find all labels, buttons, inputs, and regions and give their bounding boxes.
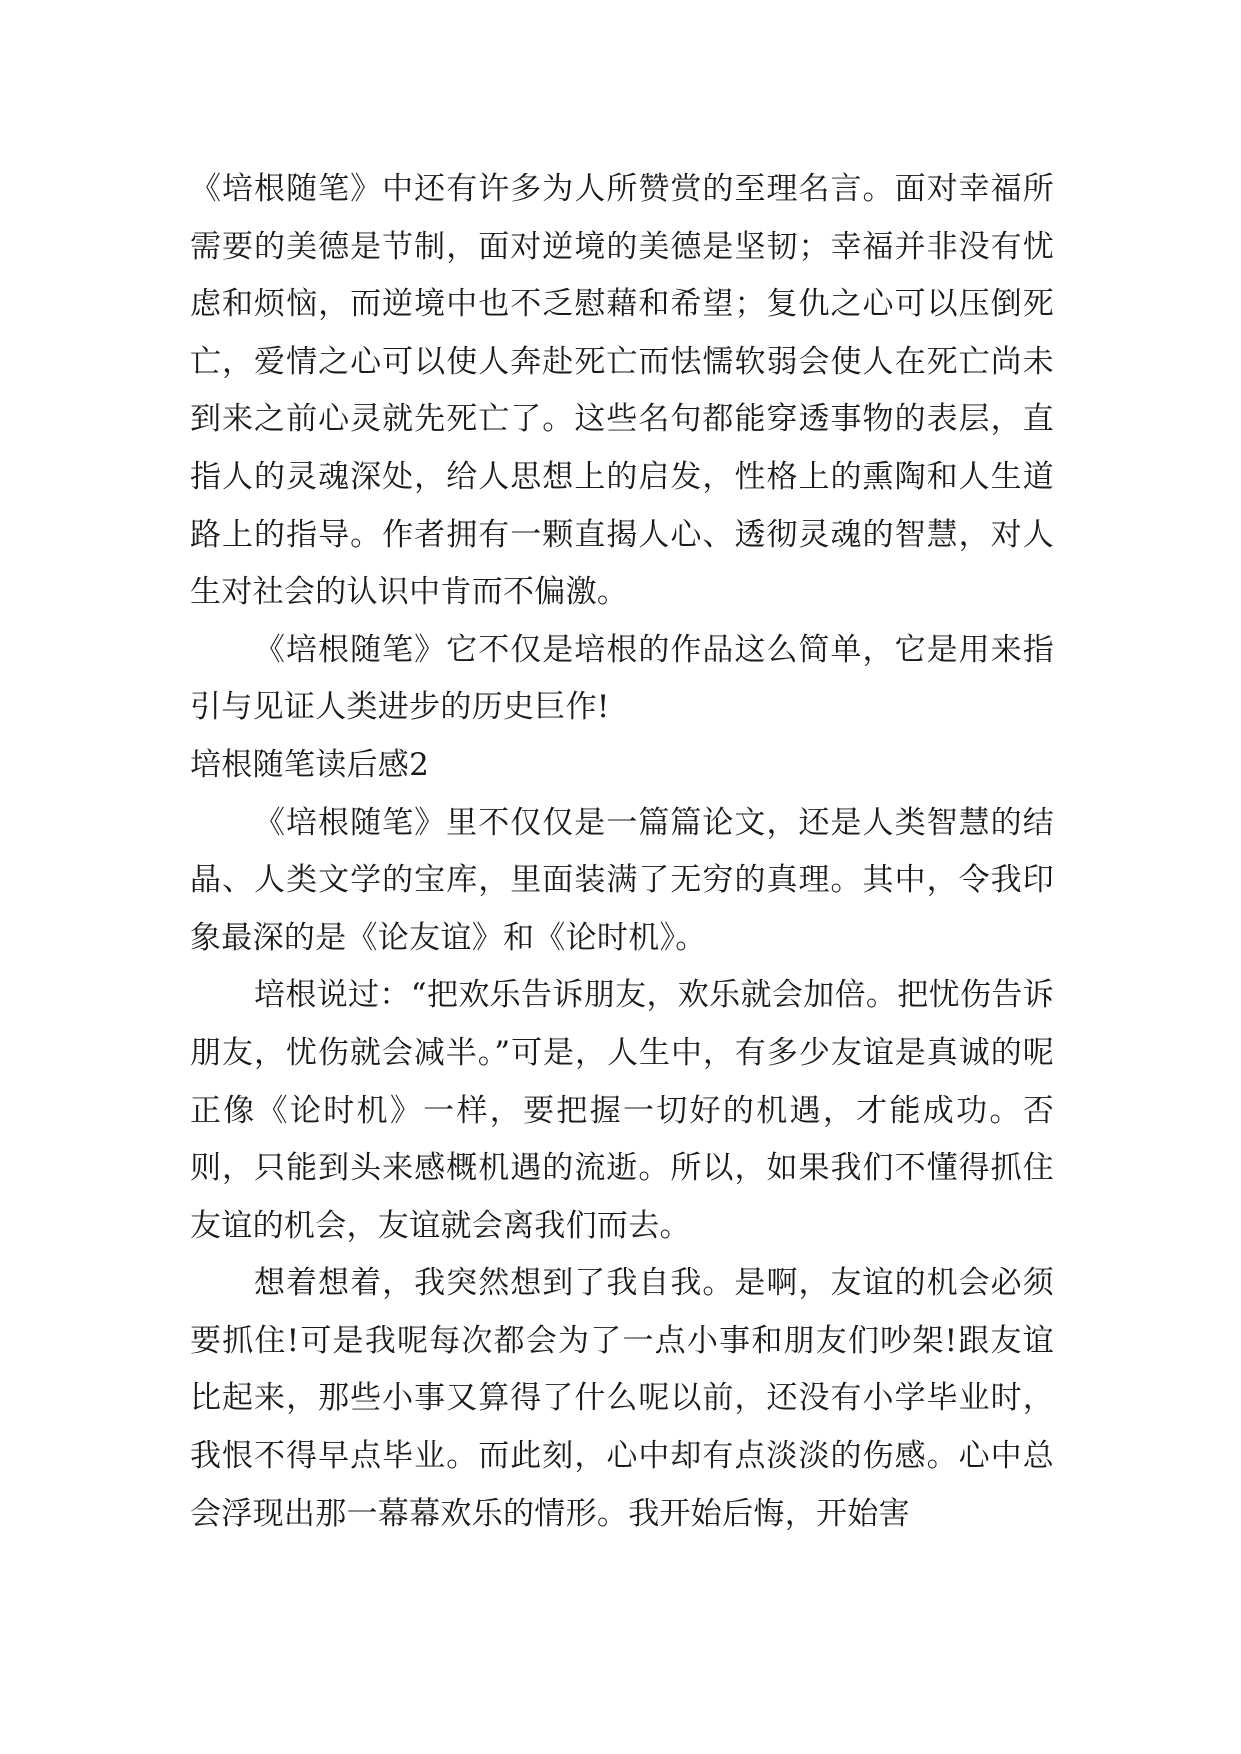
paragraph-intro: 《培根随笔》里不仅仅是一篇篇论文，还是人类智慧的结晶、人类文学的宝库，里面装满了无穷的真理。其中，令我印象最深的是《论友谊》和《论时机》。 [190, 804, 1054, 956]
paragraph-conclusion: 《培根随笔》它不仅是培根的作品这么简单，它是用来指引与见证人类进步的历史巨作! [190, 631, 1054, 726]
paragraph-reflection: 想着想着，我突然想到了我自我。是啊，友谊的机会必须要抓住!可是我呢每次都会为了一点小事和朋友们吵架!跟友谊比起来，那些小事又算得了什么呢以前，还没有小学毕业时，我恨不得早点毕业。而此刻，心中却有点淡淡的伤感。心中总会浮现出那一幕幕欢乐的情形。我开始后悔，开始害 [190, 1265, 1054, 1532]
paragraph-friendship: 培根说过：“把欢乐告诉朋友，欢乐就会加倍。把忧伤告诉朋友，忧伤就会减半。”可是，人生中，有多少友谊是真诚的呢正像《论时机》一样，要把握一切好的机遇，才能成功。否则，只能到头来感概机遇的流逝。所以，如果我们不懂得抓住友谊的机会，友谊就会离我们而去。 [190, 977, 1054, 1244]
section-heading: 培根随笔读后感2 [190, 746, 430, 783]
paragraph-quotes: 《培根随笔》中还有许多为人所赞赏的至理名言。面对幸福所需要的美德是节制，面对逆境的美德是坚韧；幸福并非没有忧虑和烦恼，而逆境中也不乏慰藉和希望；复仇之心可以压倒死亡，爱情之心可以使人奔赴死亡而怯懦软弱会使人在死亡尚未到来之前心灵就先死亡了。这些名句都能穿透事物的表层，直指人的灵魂深处，给人思想上的启发，性格上的熏陶和人生道路上的指导。作者拥有一颗直揭人心、透彻灵魂的智慧，对人生对社会的认识中肯而不偏激。 [190, 171, 1054, 611]
document-page [190, 161, 1054, 1543]
